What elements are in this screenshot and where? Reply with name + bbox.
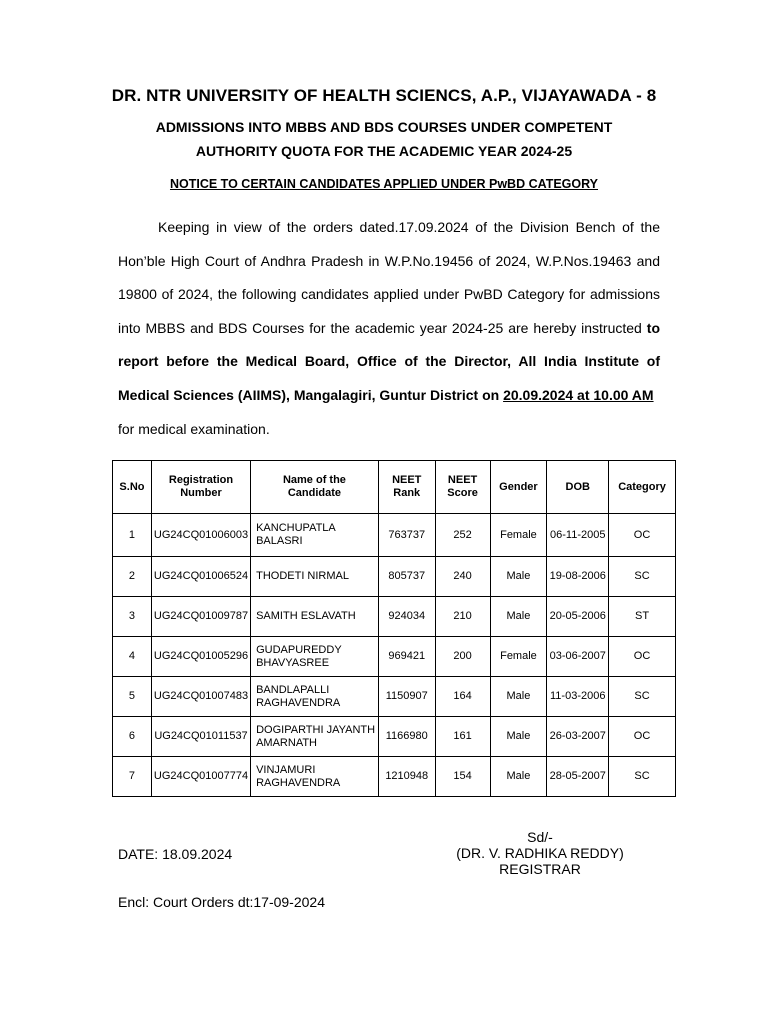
table-row (113, 597, 676, 637)
header-gender: Gender (490, 461, 547, 514)
cell-registration-number: UG24CQ01006003 (151, 514, 250, 557)
header-sno: S.No (113, 461, 152, 514)
cell-candidate-name: SAMITH ESLAVATH (251, 597, 379, 637)
signature-block (440, 829, 640, 877)
cell-gender: Male (490, 597, 547, 637)
cell-sno: 5 (113, 677, 152, 717)
cell-neet-rank: 969421 (378, 637, 435, 677)
admissions-subtitle-line2: AUTHORITY QUOTA FOR THE ACADEMIC YEAR 2024-25 (195, 143, 573, 159)
university-title: DR. NTR UNIVERSITY OF HEALTH SCIENCS, A.P., VIJAYAWADA - 8 (111, 86, 657, 105)
cell-gender: Male (490, 677, 547, 717)
cell-neet-score: 210 (435, 597, 490, 637)
body-text-main: Keeping in view of the orders dated.17.09.2024 of the Division Bench of the Hon’ble High Court of Andhra Pradesh in W.P.No.19456 of 2024, W.P.Nos.19463 and 19800 of 2024, the following candidates applied under PwBD Category for admissions into MBBS and BDS Courses for the academic year 2024-25 are hereby instructed (118, 219, 660, 336)
cell-sno: 6 (113, 717, 152, 757)
cell-sno: 3 (113, 597, 152, 637)
table-row (113, 757, 676, 797)
header-neet-rank: NEET Rank (378, 461, 435, 514)
signatory-name: (DR. V. RADHIKA REDDY) (456, 845, 624, 861)
cell-sno: 1 (113, 514, 152, 557)
cell-category: SC (609, 677, 676, 717)
candidates-table (112, 460, 676, 797)
header-registration-number: Registration Number (151, 461, 250, 514)
cell-registration-number: UG24CQ01005296 (151, 637, 250, 677)
cell-registration-number: UG24CQ01007774 (151, 757, 250, 797)
cell-sno: 7 (113, 757, 152, 797)
cell-candidate-name: GUDAPUREDDY BHAVYASREE (251, 637, 379, 677)
cell-dob: 19-08-2006 (547, 557, 609, 597)
table-row (113, 677, 676, 717)
cell-gender: Male (490, 557, 547, 597)
cell-candidate-name: VINJAMURI RAGHAVENDRA (251, 757, 379, 797)
cell-dob: 28-05-2007 (547, 757, 609, 797)
cell-neet-rank: 1166980 (378, 717, 435, 757)
cell-candidate-name: DOGIPARTHI JAYANTH AMARNATH (251, 717, 379, 757)
cell-neet-score: 154 (435, 757, 490, 797)
cell-neet-score: 164 (435, 677, 490, 717)
cell-dob: 03-06-2007 (547, 637, 609, 677)
cell-gender: Male (490, 717, 547, 757)
cell-category: OC (609, 717, 676, 757)
body-text-end: for medical examination. (118, 420, 270, 437)
cell-sno: 4 (113, 637, 152, 677)
header-neet-score: NEET Score (435, 461, 490, 514)
admissions-subtitle-line1: ADMISSIONS INTO MBBS AND BDS COURSES UNDER COMPETENT (155, 119, 613, 135)
cell-dob: 11-03-2006 (547, 677, 609, 717)
table-row (113, 717, 676, 757)
cell-neet-rank: 1210948 (378, 757, 435, 797)
table-row (113, 514, 676, 557)
notice-body (118, 211, 660, 446)
cell-neet-rank: 1150907 (378, 677, 435, 717)
cell-registration-number: UG24CQ01011537 (151, 717, 250, 757)
header-dob: DOB (547, 461, 609, 514)
cell-registration-number: UG24CQ01007483 (151, 677, 250, 717)
table-header-row (113, 461, 676, 514)
cell-category: ST (609, 597, 676, 637)
cell-candidate-name: THODETI NIRMAL (251, 557, 379, 597)
cell-candidate-name: BANDLAPALLI RAGHAVENDRA (251, 677, 379, 717)
notice-heading: NOTICE TO CERTAIN CANDIDATES APPLIED UNDER PwBD CATEGORY (169, 177, 599, 191)
table-row (113, 637, 676, 677)
enclosure-note: Encl: Court Orders dt:17-09-2024 (118, 894, 325, 910)
cell-registration-number: UG24CQ01009787 (151, 597, 250, 637)
cell-gender: Female (490, 637, 547, 677)
report-date-time: 20.09.2024 at 10.00 AM (503, 386, 654, 403)
cell-sno: 2 (113, 557, 152, 597)
cell-neet-rank: 805737 (378, 557, 435, 597)
table-row (113, 557, 676, 597)
cell-dob: 20-05-2006 (547, 597, 609, 637)
signatory-designation: REGISTRAR (499, 861, 581, 877)
cell-neet-rank: 763737 (378, 514, 435, 557)
cell-gender: Male (490, 757, 547, 797)
body-text-bold: to report before the Medical Board, Office of the Director, All India Institute of Medical Sciences (AIIMS), Mangalagiri, Guntur District on 20.09.2024 at 10.00 AM (118, 319, 660, 403)
cell-registration-number: UG24CQ01006524 (151, 557, 250, 597)
cell-neet-score: 161 (435, 717, 490, 757)
header-category: Category (609, 461, 676, 514)
cell-category: SC (609, 557, 676, 597)
cell-dob: 06-11-2005 (547, 514, 609, 557)
cell-neet-score: 200 (435, 637, 490, 677)
cell-category: SC (609, 757, 676, 797)
cell-category: OC (609, 514, 676, 557)
cell-dob: 26-03-2007 (547, 717, 609, 757)
signed-mark: Sd/- (527, 829, 553, 845)
cell-category: OC (609, 637, 676, 677)
cell-neet-rank: 924034 (378, 597, 435, 637)
header-candidate-name: Name of the Candidate (251, 461, 379, 514)
notice-date: DATE: 18.09.2024 (118, 846, 233, 862)
cell-neet-score: 252 (435, 514, 490, 557)
cell-gender: Female (490, 514, 547, 557)
cell-neet-score: 240 (435, 557, 490, 597)
cell-candidate-name: KANCHUPATLA BALASRI (251, 514, 379, 557)
